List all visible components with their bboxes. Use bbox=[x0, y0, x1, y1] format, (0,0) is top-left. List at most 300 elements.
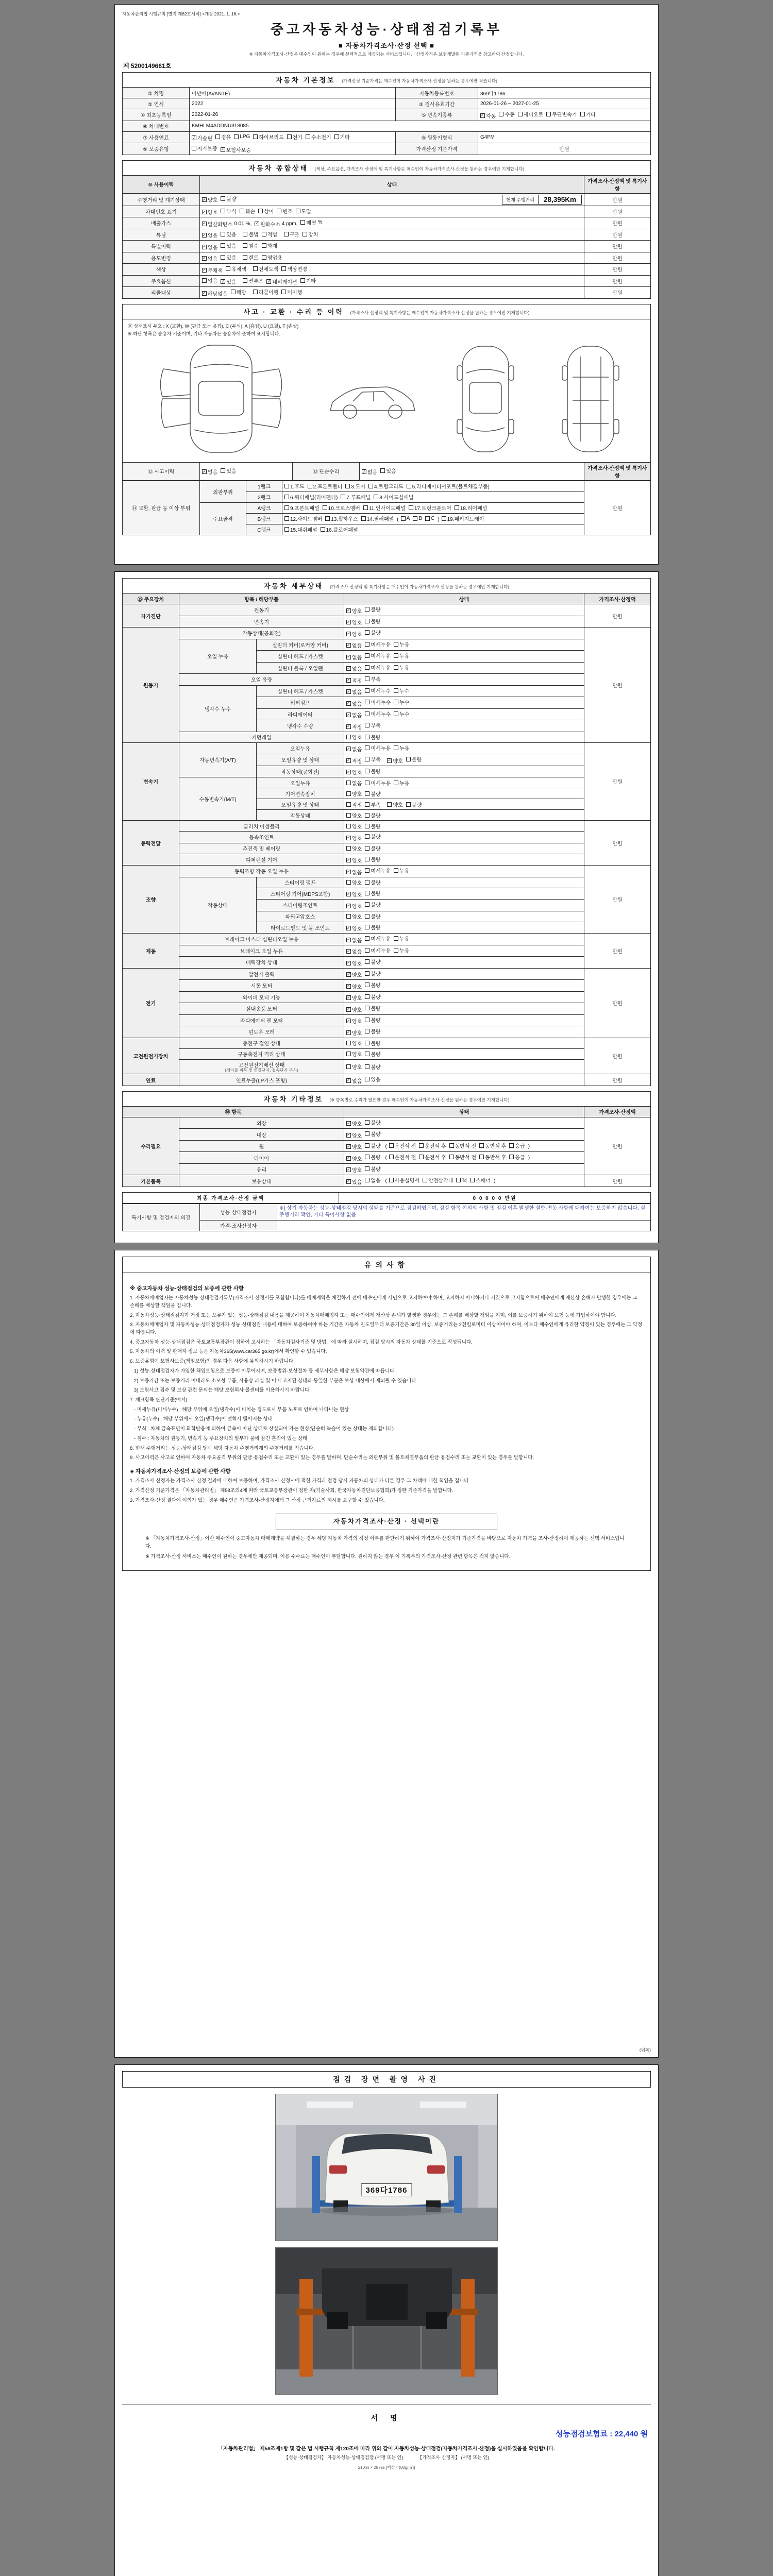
status-cell[interactable] bbox=[190, 131, 396, 143]
checkbox-unchecked[interactable] bbox=[215, 133, 231, 141]
checkbox-checked[interactable] bbox=[346, 723, 362, 731]
checkbox-checked[interactable] bbox=[202, 220, 251, 228]
checkbox-unchecked[interactable] bbox=[262, 242, 277, 249]
checkbox-unchecked[interactable] bbox=[365, 744, 391, 752]
checkbox-checked[interactable] bbox=[346, 688, 362, 696]
checkbox-unchecked[interactable] bbox=[425, 516, 434, 521]
status-cell[interactable] bbox=[344, 1074, 584, 1086]
checkbox-unchecked[interactable] bbox=[365, 993, 380, 1001]
checkbox-unchecked[interactable] bbox=[365, 946, 391, 954]
status-cell[interactable] bbox=[344, 980, 584, 992]
checkbox-unchecked[interactable] bbox=[380, 467, 396, 474]
checkbox-checked[interactable] bbox=[346, 768, 362, 776]
checkbox-unchecked[interactable] bbox=[221, 467, 236, 474]
status-cell[interactable] bbox=[344, 604, 584, 616]
status-cell[interactable] bbox=[344, 708, 584, 720]
status-cell[interactable] bbox=[344, 1026, 584, 1038]
checkbox-unchecked[interactable] bbox=[509, 1142, 525, 1149]
checkbox-unchecked[interactable] bbox=[449, 1142, 476, 1149]
checkbox-unchecked[interactable] bbox=[323, 504, 360, 512]
checkbox-unchecked[interactable] bbox=[365, 833, 380, 840]
checkbox-checked[interactable] bbox=[362, 468, 377, 476]
checkbox-unchecked[interactable] bbox=[419, 1153, 446, 1161]
status-cell[interactable] bbox=[344, 651, 584, 663]
checkbox-unchecked[interactable] bbox=[365, 1063, 380, 1071]
checkbox-unchecked[interactable] bbox=[361, 515, 394, 522]
checkbox-unchecked[interactable] bbox=[346, 878, 362, 886]
status-cell[interactable] bbox=[344, 1175, 584, 1187]
checkbox-unchecked[interactable] bbox=[284, 493, 338, 501]
checkbox-unchecked[interactable] bbox=[346, 801, 362, 808]
checkbox-box bbox=[365, 700, 369, 704]
checkbox-unchecked[interactable] bbox=[226, 265, 246, 273]
checkbox-checked[interactable] bbox=[346, 607, 362, 615]
checkbox-unchecked[interactable] bbox=[321, 526, 358, 533]
checkbox-unchecked[interactable] bbox=[365, 1165, 380, 1173]
checkbox-unchecked[interactable] bbox=[455, 504, 488, 512]
status-cell[interactable] bbox=[344, 911, 584, 922]
checkbox-unchecked[interactable] bbox=[303, 230, 318, 238]
status-cell[interactable] bbox=[344, 832, 584, 843]
checkbox-unchecked[interactable] bbox=[243, 277, 263, 284]
status-cell[interactable] bbox=[344, 754, 584, 766]
status-cell[interactable] bbox=[344, 866, 584, 877]
status-cell[interactable] bbox=[478, 109, 651, 121]
checkbox-unchecked[interactable] bbox=[470, 1176, 491, 1184]
checkbox-unchecked[interactable] bbox=[365, 767, 380, 775]
checkbox-checked[interactable] bbox=[346, 1120, 362, 1127]
status-cell[interactable] bbox=[190, 143, 396, 155]
checkbox-unchecked[interactable] bbox=[449, 1153, 476, 1161]
checkbox-unchecked[interactable] bbox=[234, 134, 250, 140]
checkbox-unchecked[interactable] bbox=[409, 504, 451, 512]
checkbox-unchecked[interactable] bbox=[365, 1027, 380, 1035]
status-cell[interactable] bbox=[344, 732, 584, 742]
checkbox-unchecked[interactable] bbox=[243, 242, 258, 249]
checkbox-unchecked[interactable] bbox=[394, 664, 409, 671]
checkbox-unchecked[interactable] bbox=[192, 144, 217, 152]
checkbox-unchecked[interactable] bbox=[221, 195, 236, 202]
status-cell[interactable] bbox=[282, 513, 584, 524]
status-cell[interactable] bbox=[344, 957, 584, 969]
checkbox-unchecked[interactable] bbox=[423, 1176, 453, 1184]
cell bbox=[584, 193, 651, 206]
checkbox-checked[interactable] bbox=[202, 468, 217, 476]
checkbox-box bbox=[321, 527, 325, 532]
checkbox-unchecked[interactable] bbox=[365, 1142, 380, 1149]
status-cell[interactable] bbox=[282, 481, 584, 492]
checkbox-checked[interactable] bbox=[346, 1017, 362, 1025]
cell bbox=[339, 1192, 651, 1203]
checkbox-unchecked[interactable] bbox=[365, 640, 391, 648]
checkbox-unchecked[interactable] bbox=[365, 1004, 380, 1012]
checkbox-checked[interactable] bbox=[346, 676, 362, 684]
cell-text: 상태 bbox=[386, 182, 397, 188]
checkbox-unchecked[interactable] bbox=[365, 1130, 380, 1138]
status-cell[interactable] bbox=[344, 945, 584, 957]
checkbox-label: 부식 bbox=[226, 209, 237, 215]
checkbox-unchecked[interactable] bbox=[284, 482, 305, 490]
checkbox-checked[interactable] bbox=[346, 890, 362, 898]
status-cell[interactable] bbox=[344, 877, 584, 888]
checkbox-checked[interactable] bbox=[192, 134, 212, 142]
checkbox-unchecked[interactable] bbox=[346, 779, 362, 787]
checkbox-checked[interactable] bbox=[202, 266, 223, 274]
checkbox-unchecked[interactable] bbox=[365, 958, 380, 965]
cell-text: 구동축전지 격리 상태 bbox=[238, 1052, 285, 1058]
table-row bbox=[123, 143, 651, 155]
status-cell[interactable] bbox=[344, 854, 584, 866]
checkbox-unchecked[interactable] bbox=[346, 1039, 362, 1047]
status-cell[interactable] bbox=[344, 968, 584, 980]
checkbox-unchecked[interactable] bbox=[365, 901, 380, 908]
checkbox-checked[interactable] bbox=[346, 711, 362, 719]
checkbox-checked[interactable] bbox=[202, 243, 217, 251]
checkbox-unchecked[interactable] bbox=[518, 110, 544, 118]
checkbox-unchecked[interactable] bbox=[365, 779, 391, 787]
checkbox-unchecked[interactable] bbox=[365, 652, 391, 659]
checkbox-unchecked[interactable] bbox=[365, 923, 380, 931]
status-cell[interactable] bbox=[344, 843, 584, 854]
checkbox-unchecked[interactable] bbox=[374, 493, 413, 501]
checkbox-checked[interactable] bbox=[255, 220, 297, 228]
status-cell[interactable] bbox=[200, 462, 293, 480]
checkbox-checked[interactable] bbox=[221, 278, 236, 285]
checkbox-checked[interactable] bbox=[346, 665, 362, 672]
checkbox-unchecked[interactable] bbox=[346, 1050, 362, 1058]
checkbox-unchecked[interactable] bbox=[365, 790, 380, 798]
checkbox-unchecked[interactable] bbox=[407, 482, 490, 490]
status-cell[interactable] bbox=[344, 900, 584, 911]
checkbox-unchecked[interactable] bbox=[363, 504, 406, 512]
checkbox-unchecked[interactable] bbox=[253, 133, 283, 141]
status-cell[interactable] bbox=[344, 616, 584, 628]
status-cell[interactable] bbox=[344, 662, 584, 674]
checkbox-checked[interactable] bbox=[346, 1166, 362, 1174]
status-cell[interactable] bbox=[344, 934, 584, 945]
checkbox-checked[interactable] bbox=[346, 994, 362, 1002]
status-cell[interactable] bbox=[344, 1048, 584, 1059]
checkbox-label: 양호 bbox=[352, 984, 362, 990]
checkbox-unchecked[interactable] bbox=[221, 207, 236, 215]
checkbox-checked[interactable] bbox=[480, 112, 496, 120]
checkbox-checked[interactable] bbox=[346, 757, 362, 765]
checkbox-unchecked[interactable] bbox=[334, 133, 350, 141]
checkbox-unchecked[interactable] bbox=[365, 935, 391, 942]
checkbox-box bbox=[253, 134, 258, 139]
checkbox-unchecked[interactable] bbox=[365, 629, 380, 636]
checkbox-unchecked[interactable] bbox=[365, 675, 380, 683]
status-cell[interactable] bbox=[344, 777, 584, 788]
checkbox-checked[interactable] bbox=[202, 255, 217, 262]
checkbox-checked[interactable] bbox=[346, 630, 362, 638]
checkbox-unchecked[interactable] bbox=[284, 515, 322, 522]
checkbox-unchecked[interactable] bbox=[406, 801, 422, 808]
checkbox-checked[interactable] bbox=[346, 1006, 362, 1013]
checkbox-checked[interactable] bbox=[266, 278, 297, 285]
checkbox-unchecked[interactable] bbox=[387, 801, 402, 808]
table-row bbox=[123, 934, 651, 945]
checkbox-unchecked[interactable] bbox=[325, 515, 358, 522]
status-cell[interactable] bbox=[344, 799, 584, 810]
checkbox-label: B bbox=[418, 516, 422, 521]
checkbox-checked[interactable] bbox=[346, 834, 362, 842]
checkbox-unchecked[interactable] bbox=[365, 687, 391, 694]
checkbox-box bbox=[296, 209, 300, 213]
checkbox-unchecked[interactable] bbox=[365, 981, 380, 989]
checkbox-label: 영업용 bbox=[267, 255, 282, 261]
checkbox-unchecked[interactable] bbox=[240, 207, 255, 215]
status-cell[interactable] bbox=[282, 524, 584, 535]
checkbox-unchecked[interactable] bbox=[413, 516, 422, 521]
checkbox-unchecked[interactable] bbox=[365, 733, 380, 741]
checkbox-unchecked[interactable] bbox=[365, 710, 391, 718]
checkbox-unchecked[interactable] bbox=[221, 242, 236, 249]
checkbox-unchecked[interactable] bbox=[365, 801, 380, 808]
checkbox-unchecked[interactable] bbox=[284, 504, 320, 512]
checkbox-unchecked[interactable] bbox=[365, 698, 391, 706]
checkbox-unchecked[interactable] bbox=[221, 253, 236, 261]
table-row bbox=[123, 616, 651, 628]
checkbox-unchecked[interactable] bbox=[394, 744, 409, 752]
status-cell[interactable] bbox=[344, 1140, 584, 1152]
checkbox-unchecked[interactable] bbox=[277, 207, 292, 215]
checkbox-unchecked[interactable] bbox=[346, 790, 362, 798]
checkbox-unchecked[interactable] bbox=[479, 1153, 506, 1161]
checkbox-label: 하이브리드 bbox=[259, 134, 284, 141]
checkbox-label: 양호 bbox=[352, 1168, 362, 1174]
checkbox-unchecked[interactable] bbox=[262, 253, 282, 261]
checkbox-checked[interactable] bbox=[202, 196, 217, 204]
checkbox-unchecked[interactable] bbox=[346, 811, 362, 819]
status-cell[interactable] bbox=[200, 229, 584, 241]
status-cell[interactable] bbox=[344, 810, 584, 821]
checkbox-checked[interactable] bbox=[202, 290, 228, 297]
status-cell[interactable] bbox=[344, 697, 584, 709]
checkbox-unchecked[interactable] bbox=[389, 1142, 416, 1149]
checkbox-unchecked[interactable] bbox=[346, 822, 362, 830]
checkbox-unchecked[interactable] bbox=[456, 1176, 467, 1184]
checkbox-unchecked[interactable] bbox=[401, 516, 410, 521]
checkbox-unchecked[interactable] bbox=[389, 1153, 416, 1161]
checkbox-box bbox=[413, 516, 417, 521]
status-cell[interactable] bbox=[360, 462, 584, 480]
checkbox-unchecked[interactable] bbox=[365, 1016, 380, 1024]
checkbox-checked[interactable] bbox=[346, 1143, 362, 1150]
checkbox-unchecked[interactable] bbox=[365, 1118, 380, 1126]
checkbox-box bbox=[262, 232, 266, 236]
checkbox-unchecked[interactable] bbox=[346, 733, 362, 741]
status-cell[interactable] bbox=[344, 922, 584, 934]
checkbox-unchecked[interactable] bbox=[394, 687, 409, 694]
checkbox-unchecked[interactable] bbox=[365, 867, 391, 874]
status-cell[interactable] bbox=[200, 206, 584, 217]
checkbox-checked[interactable] bbox=[387, 757, 402, 765]
status-cell[interactable] bbox=[200, 241, 584, 252]
cell-text: 작동상태(공회전) bbox=[242, 631, 281, 637]
status-cell[interactable] bbox=[200, 264, 584, 276]
checkbox-unchecked[interactable] bbox=[509, 1153, 525, 1161]
checkbox-unchecked[interactable] bbox=[284, 526, 317, 533]
checkbox-checked[interactable] bbox=[346, 1131, 362, 1139]
checkbox-unchecked[interactable] bbox=[394, 652, 409, 659]
checkbox-unchecked[interactable] bbox=[306, 133, 331, 141]
status-cell[interactable] bbox=[344, 1117, 584, 1129]
checkbox-unchecked[interactable] bbox=[243, 253, 258, 261]
checkbox-unchecked[interactable] bbox=[365, 755, 380, 763]
status-cell[interactable] bbox=[344, 1129, 584, 1141]
checkbox-checked[interactable] bbox=[221, 146, 251, 154]
checkbox-unchecked[interactable] bbox=[258, 207, 274, 215]
checkbox-unchecked[interactable] bbox=[365, 811, 380, 819]
checkbox-unchecked[interactable] bbox=[365, 721, 380, 729]
checkbox-unchecked[interactable] bbox=[406, 755, 422, 763]
checkbox-checked[interactable] bbox=[346, 641, 362, 649]
checkbox-unchecked[interactable] bbox=[394, 640, 409, 648]
checkbox-checked[interactable] bbox=[346, 1029, 362, 1037]
cell bbox=[246, 524, 282, 535]
status-cell[interactable] bbox=[344, 720, 584, 732]
checkbox-unchecked[interactable] bbox=[365, 878, 380, 886]
checkbox-unchecked[interactable] bbox=[365, 822, 380, 830]
status-cell[interactable] bbox=[344, 639, 584, 651]
checkbox-unchecked[interactable] bbox=[287, 133, 303, 141]
checkbox-unchecked[interactable] bbox=[365, 912, 380, 920]
checkbox-unchecked[interactable] bbox=[365, 1039, 380, 1047]
checkbox-unchecked[interactable] bbox=[346, 844, 362, 852]
checkbox-unchecked[interactable] bbox=[499, 110, 514, 118]
checkbox-unchecked[interactable] bbox=[365, 1050, 380, 1058]
cell-text: 실린더 헤드 / 가스켓 bbox=[277, 654, 323, 660]
checkbox-unchecked[interactable] bbox=[341, 493, 371, 501]
status-cell[interactable] bbox=[344, 674, 584, 686]
checkbox-checked[interactable] bbox=[346, 1077, 362, 1084]
checkbox-checked[interactable] bbox=[346, 982, 362, 990]
checkbox-checked[interactable] bbox=[346, 936, 362, 944]
status-cell[interactable] bbox=[344, 1038, 584, 1048]
checkbox-unchecked[interactable] bbox=[394, 779, 409, 787]
checkbox-unchecked[interactable] bbox=[284, 230, 299, 238]
checkbox-checked[interactable] bbox=[346, 902, 362, 910]
checkbox-checked[interactable] bbox=[202, 208, 217, 216]
status-cell[interactable] bbox=[344, 888, 584, 900]
checkbox-checked[interactable] bbox=[346, 653, 362, 661]
checkbox-unchecked[interactable] bbox=[346, 1063, 362, 1071]
checkbox-checked[interactable] bbox=[346, 947, 362, 955]
checkbox-unchecked[interactable] bbox=[365, 605, 380, 613]
checkbox-checked[interactable] bbox=[346, 959, 362, 967]
checkbox-unchecked[interactable] bbox=[442, 515, 484, 522]
checkbox-unchecked[interactable] bbox=[253, 265, 279, 273]
status-cell[interactable] bbox=[344, 788, 584, 799]
checkbox-unchecked[interactable] bbox=[365, 617, 380, 625]
checkbox-unchecked[interactable] bbox=[419, 1142, 446, 1149]
checkbox-unchecked[interactable] bbox=[394, 710, 409, 718]
checkbox-unchecked[interactable] bbox=[202, 277, 217, 284]
checkbox-checked[interactable] bbox=[346, 745, 362, 753]
checkbox-unchecked[interactable] bbox=[365, 1075, 380, 1083]
checkbox-checked[interactable] bbox=[346, 700, 362, 707]
checkbox-checked[interactable] bbox=[202, 231, 217, 239]
checkbox-unchecked[interactable] bbox=[365, 1176, 380, 1184]
table-row bbox=[123, 1014, 651, 1026]
status-cell[interactable] bbox=[344, 991, 584, 1003]
checkbox-box bbox=[346, 813, 351, 818]
status-cell[interactable] bbox=[200, 252, 584, 264]
checkbox-checked[interactable] bbox=[346, 618, 362, 626]
status-cell[interactable] bbox=[344, 742, 584, 754]
checkbox-unchecked[interactable] bbox=[365, 1153, 380, 1161]
checkbox-unchecked[interactable] bbox=[394, 698, 409, 706]
checkbox-unchecked[interactable] bbox=[365, 970, 380, 977]
checkbox-unchecked[interactable] bbox=[281, 265, 307, 273]
status-cell[interactable] bbox=[200, 193, 584, 206]
status-cell[interactable] bbox=[344, 1163, 584, 1175]
checkbox-unchecked[interactable] bbox=[394, 867, 409, 874]
checkbox-unchecked[interactable] bbox=[253, 288, 279, 296]
cell-text: 작동상태 bbox=[208, 903, 228, 909]
checkbox-unchecked[interactable] bbox=[479, 1142, 506, 1149]
checkbox-checked[interactable] bbox=[346, 856, 362, 864]
status-cell[interactable] bbox=[282, 492, 584, 502]
cell-text: 라디에이터 bbox=[288, 712, 313, 718]
status-cell[interactable] bbox=[200, 275, 584, 287]
checkbox-box: ✓ bbox=[347, 666, 350, 671]
checkbox-unchecked[interactable] bbox=[365, 855, 380, 863]
checkbox-unchecked[interactable] bbox=[580, 110, 596, 118]
status-cell[interactable] bbox=[344, 1059, 584, 1074]
checkbox-unchecked[interactable] bbox=[368, 482, 404, 490]
checkbox-checked[interactable] bbox=[346, 868, 362, 876]
checkbox-unchecked[interactable] bbox=[243, 230, 258, 238]
status-cell[interactable] bbox=[282, 502, 584, 513]
checkbox-unchecked[interactable] bbox=[394, 946, 409, 954]
checkbox-unchecked[interactable] bbox=[389, 1176, 419, 1184]
checkbox-unchecked[interactable] bbox=[300, 277, 316, 284]
status-cell[interactable] bbox=[200, 287, 584, 299]
checkbox-unchecked[interactable] bbox=[346, 912, 362, 920]
status-cell[interactable] bbox=[344, 685, 584, 697]
status-cell[interactable] bbox=[344, 821, 584, 832]
status-cell[interactable] bbox=[344, 628, 584, 639]
checkbox-unchecked[interactable] bbox=[296, 207, 311, 215]
status-cell[interactable] bbox=[344, 1003, 584, 1015]
checkbox-unchecked[interactable] bbox=[365, 664, 391, 671]
checkbox-unchecked[interactable] bbox=[365, 889, 380, 897]
checkbox-unchecked[interactable] bbox=[394, 935, 409, 942]
checkbox-unchecked[interactable] bbox=[365, 844, 380, 852]
cell bbox=[179, 968, 344, 980]
checkbox-unchecked[interactable] bbox=[308, 482, 343, 490]
checkbox-checked[interactable] bbox=[346, 1178, 362, 1185]
checkbox-checked[interactable] bbox=[346, 1155, 362, 1162]
checkbox-unchecked[interactable] bbox=[262, 230, 277, 238]
checkbox-unchecked[interactable] bbox=[300, 218, 322, 226]
status-cell[interactable] bbox=[344, 1152, 584, 1164]
signature-label[interactable]: 서 명 bbox=[371, 2413, 402, 2422]
checkbox-checked[interactable] bbox=[346, 971, 362, 978]
cell-text: 클러치 어셈블리 bbox=[243, 824, 280, 830]
checkbox-unchecked[interactable] bbox=[345, 482, 365, 490]
status-cell[interactable] bbox=[344, 766, 584, 777]
checkbox-unchecked[interactable] bbox=[546, 110, 577, 118]
checkbox-unchecked[interactable] bbox=[281, 288, 302, 296]
checkbox-checked[interactable] bbox=[346, 924, 362, 932]
status-cell[interactable] bbox=[200, 217, 584, 229]
checkbox-unchecked[interactable] bbox=[231, 288, 246, 296]
status-cell[interactable] bbox=[344, 1014, 584, 1026]
checkbox-unchecked[interactable] bbox=[221, 230, 236, 238]
